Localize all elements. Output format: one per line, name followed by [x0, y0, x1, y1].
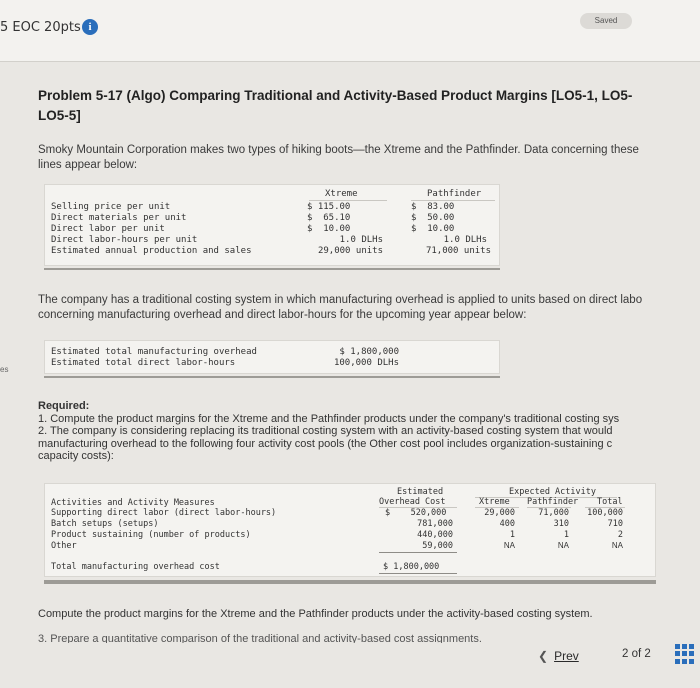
table-cell-pathfinder: 310: [553, 519, 569, 529]
instruction-line-2: 3. Prepare a quantitative comparison of the traditional and activity-based cost assignments.: [38, 633, 482, 643]
info-icon[interactable]: i: [82, 19, 98, 35]
table-row-label: Other: [51, 541, 77, 551]
required-title: Required:: [38, 400, 90, 412]
table-cell-cost: 440,000: [417, 530, 453, 540]
page-indicator: [622, 648, 651, 660]
table-cell-xtreme: 400: [499, 519, 515, 529]
table-total-value: $ 1,800,000: [383, 562, 440, 572]
page-total: 2: [644, 648, 651, 660]
table-cell-pathfinder: 71,000: [538, 508, 569, 518]
table-cell-value: $ 1,800,000: [339, 347, 399, 357]
table-cell-xtreme: $ 10.00: [307, 224, 351, 234]
para-line-1: The company has a traditional costing system in which manufacturing overhead is applied to units based on direct labo: [38, 294, 643, 306]
grid-view-icon[interactable]: [675, 644, 695, 664]
required-line-2: 2. The company is considering replacing its traditional costing system with an activity-based costing system that would: [38, 425, 613, 437]
heading-line-2: LO5-5]: [38, 108, 81, 123]
saved-status-badge: Saved: [580, 13, 632, 29]
table-row-label: Estimated total manufacturing overhead: [51, 347, 257, 357]
required-section: [38, 400, 700, 463]
chevron-left-icon: ❮: [538, 649, 549, 663]
table-cell-xtreme: 29,000: [484, 508, 515, 518]
table-cell-xtreme: 1: [509, 530, 515, 540]
table-row-label: Batch setups (setups): [51, 519, 159, 529]
table-row-label: Supporting direct labor (direct labor-hours): [51, 508, 277, 518]
problem-heading: [38, 86, 700, 126]
table-row-label: Selling price per unit: [51, 202, 171, 212]
table-cell-pathfinder: NA: [557, 541, 569, 550]
table-total-label: Total manufacturing overhead cost: [51, 562, 220, 572]
table-row-label: Estimated total direct labor-hours: [51, 358, 236, 368]
assignment-title: 5 EOC 20pts: [0, 20, 81, 35]
col-header-activities: Activities and Activity Measures: [51, 498, 215, 508]
table-cell-cost: $ 520,000: [385, 508, 447, 518]
col-header-xtreme: Xtreme: [479, 497, 510, 507]
table-divider: [44, 376, 500, 378]
activity-cost-pool-table: [44, 483, 656, 577]
table-cell-pathfinder: $ 50.00: [411, 213, 455, 223]
table-cell-total: 2: [617, 530, 623, 540]
intro-line-1: Smoky Mountain Corporation makes two types of hiking boots—the Xtreme and the Pathfinder. Data concerning these: [38, 144, 639, 156]
table-cell-total: NA: [611, 541, 623, 550]
col-header-xtreme: Xtreme: [325, 189, 358, 199]
table-cell-xtreme: 29,000 units: [317, 246, 383, 256]
header-bar: [0, 0, 700, 62]
prev-label: Prev: [554, 649, 579, 663]
product-data-table: [44, 184, 500, 266]
col-header-estimated: Estimated: [397, 487, 444, 497]
para-line-2: concerning manufacturing overhead and direct labor-hours for the upcoming year appear below:: [38, 309, 527, 321]
prev-button[interactable]: [538, 644, 594, 668]
table-cell-total: 100,000: [587, 508, 623, 518]
required-line-3: manufacturing overhead to the following four activity cost pools (the Other cost pool includes organization-sustaining c: [38, 437, 613, 450]
table-row-label: Direct labor per unit: [51, 224, 165, 234]
table-cell-xtreme: NA: [503, 541, 515, 550]
table-row-label: Direct labor-hours per unit: [51, 235, 198, 245]
table-cell-pathfinder: 1: [563, 530, 569, 540]
table-cell-xtreme: 1.0 DLHs: [339, 235, 383, 245]
overhead-table: [44, 340, 500, 374]
table-row-label: Direct materials per unit: [51, 213, 187, 223]
col-header-total: Total: [597, 497, 623, 507]
table-row-label: Estimated annual production and sales: [51, 246, 252, 256]
intro-line-2: lines appear below:: [38, 159, 138, 171]
col-header-expected-activity: Expected Activity: [509, 487, 596, 497]
table-cell-total: 710: [607, 519, 623, 529]
table-cell-value: 100,000 DLHs: [333, 358, 399, 368]
col-header-overhead-cost: Overhead Cost: [379, 497, 446, 507]
instruction-line-1: Compute the product margins for the Xtreme and the Pathfinder products under the activity-based costing system.: [38, 608, 593, 620]
col-header-pathfinder: Pathfinder: [427, 189, 482, 199]
heading-line-1: Problem 5-17 (Algo) Comparing Traditional and Activity-Based Product Margins [LO5-1, LO5-: [38, 88, 633, 103]
page-current: 2: [622, 648, 629, 660]
side-panel-label: es: [0, 365, 9, 374]
table-cell-pathfinder: $ 10.00: [411, 224, 455, 234]
table-cell-pathfinder: $ 83.00: [411, 202, 455, 212]
table-cell-xtreme: $ 115.00: [307, 202, 351, 212]
required-line-4: capacity costs):: [38, 450, 114, 462]
table-cell-pathfinder: 71,000 units: [425, 246, 491, 256]
table-cell-pathfinder: 1.0 DLHs: [443, 235, 487, 245]
table-cell-xtreme: $ 65.10: [307, 213, 351, 223]
table-divider: [44, 268, 500, 270]
table-cell-cost: 59,000: [422, 541, 453, 551]
table-row-label: Product sustaining (number of products): [51, 530, 251, 540]
page-of: of: [631, 648, 642, 660]
col-header-pathfinder: Pathfinder: [527, 497, 579, 507]
table-divider: [44, 580, 656, 584]
table-cell-cost: 781,000: [417, 519, 453, 529]
required-line-1: 1. Compute the product margins for the Xtreme and the Pathfinder products under the company's traditional costing sys: [38, 412, 620, 425]
